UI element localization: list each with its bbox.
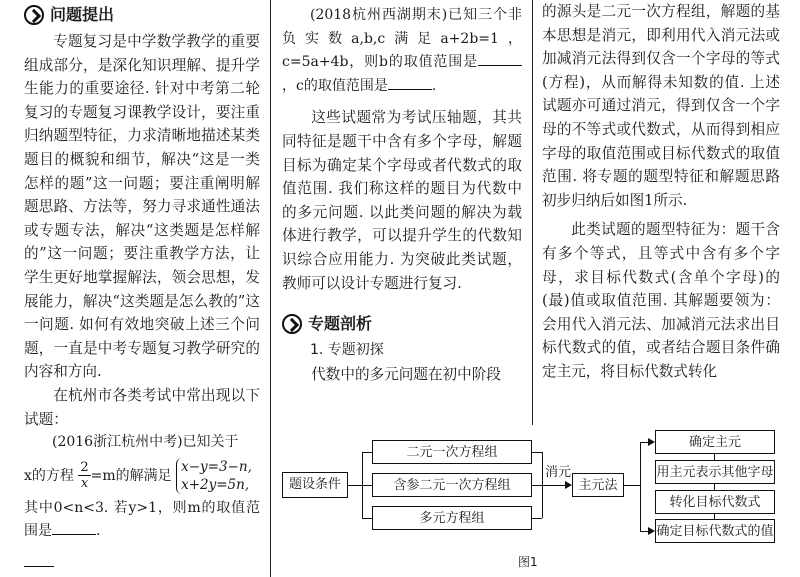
subsection-title: 1. 专题初探 <box>310 342 384 359</box>
column-1 <box>24 0 260 544</box>
connector <box>362 518 372 519</box>
box-step-2: 用主元表示其他字母 <box>655 460 775 484</box>
connector <box>362 452 372 453</box>
paragraph-analysis: 这些试题常为考试压轴题，其共同特征是题干中含有多个字母，解题目标为确定某个字母或者代数式的取值范围. 我们称这样的题目为代数中的多元问题. 以此类问题的解决为载体进行教学，可以提升学生的代数知识综合应用能力. 为突破此类试题，教师可以设计专题进行复习. <box>282 109 522 292</box>
arrow-icon <box>565 481 572 489</box>
answer-blank-c <box>388 75 432 90</box>
paragraph-features: 此类试题的题型特征为：题干含有多个等式，且等式中含有多个字母，求目标代数式(含单个字母)的(最)值或取值范围. 其解题要领为：会用代入消元法、加减消元法求出目标代数式的值，或者结合题目条件确定主元，将目标代数式转化 <box>542 221 780 380</box>
section-check-icon <box>24 5 44 25</box>
connector <box>640 442 641 532</box>
section-heading-analysis: 专题剖析 <box>282 309 522 339</box>
paragraph-source: 的源头是二元一次方程组，解题的基本思想是消元，即利用代入消元法或加减消元法得到仅含一个字母的等式(方程)，从而解得未知数的值. 上述试题亦可通过消元，得到仅含一个字母的不等式或代数式，从而得到相应字母的取值范围或目标代数式的取值范围. 将专题的题型特征和解题思路初步归纳后如图1所示. <box>542 3 780 209</box>
answer-blank-b <box>478 51 522 66</box>
answer-blank <box>52 520 96 535</box>
column-3 <box>542 0 780 384</box>
box-condition: 题设条件 <box>282 472 348 498</box>
box-type-3: 多元方程组 <box>372 506 532 530</box>
box-type-1: 二元一次方程组 <box>372 440 532 464</box>
paragraph-intro: 专题复习是中学数学教学的重要组成部分，是深化知识理解、提升学生能力的重要途径. 针对中考第二轮复习的专题复习课教学设计，要注重归纳题型特征，力求清晰地描述某类题目的概貌和细节，解决“这是一类怎样的题”这一问题；要注重阐明解题思路、方法等，努力寻求通性通法或专题专法，解决“这类题是怎样解的”这一问题；要注重教学方法，让学生更好地掌握解法，领会思想，发展能力，解决“这类题是怎么教的”这一问题. 如何有效地突破上述三个问题，一直是中考专题复习教学研究的内容和方向. <box>24 33 260 381</box>
connector <box>532 485 542 486</box>
connector <box>640 531 648 532</box>
box-step-1: 确定主元 <box>655 430 775 454</box>
figure-caption: 图1 <box>518 555 538 569</box>
section-heading-problem: 问题提出 <box>24 0 260 30</box>
connector <box>624 485 640 486</box>
paragraph-multivariate: 代数中的多元问题在初中阶段 <box>311 365 501 383</box>
column-divider-2 <box>532 0 533 425</box>
equation-system: x−y=3−n, x+2y=5n, <box>176 458 252 494</box>
arrow-icon <box>648 527 655 535</box>
connector <box>542 485 566 486</box>
question-1-condition: 其中0<n<3. 若y>1，则m的取值范围是 . <box>24 499 260 540</box>
arrow-icon <box>648 438 655 446</box>
section-check-icon <box>282 314 302 334</box>
box-step-4: 确定目标代数式的值 <box>655 519 775 543</box>
question-2: (2018杭州西湖期末)已知三个非负实数a,b,c满足a+2b=1，c=5a+4b，则b的取值范围是，c的取值范围是 . <box>282 7 522 94</box>
label-elimination: 消元 <box>545 465 572 480</box>
connector <box>640 442 648 443</box>
figure-1-diagram <box>282 430 782 550</box>
connector <box>362 485 372 486</box>
fraction: $\frac{2}{x}$ <box>80 460 89 492</box>
question-1-intro: (2016浙江杭州中考)已知关于 <box>52 434 239 451</box>
column-divider-1 <box>270 0 271 577</box>
footnote-rule <box>24 566 54 567</box>
connector <box>532 452 542 453</box>
connector <box>348 485 362 486</box>
box-method: 主元法 <box>572 473 624 497</box>
connector <box>532 518 542 519</box>
question-1-equation: x的方程 $\frac{2}{x}$ =m的解满足 x−y=3−n, x+2y=5n, <box>24 458 252 493</box>
box-type-2: 含参二元一次方程组 <box>372 473 532 497</box>
box-step-3: 转化目标代数式 <box>655 490 775 514</box>
column-2 <box>282 0 522 386</box>
paragraph-exam: 在杭州市各类考试中常出现以下试题： <box>24 386 260 428</box>
